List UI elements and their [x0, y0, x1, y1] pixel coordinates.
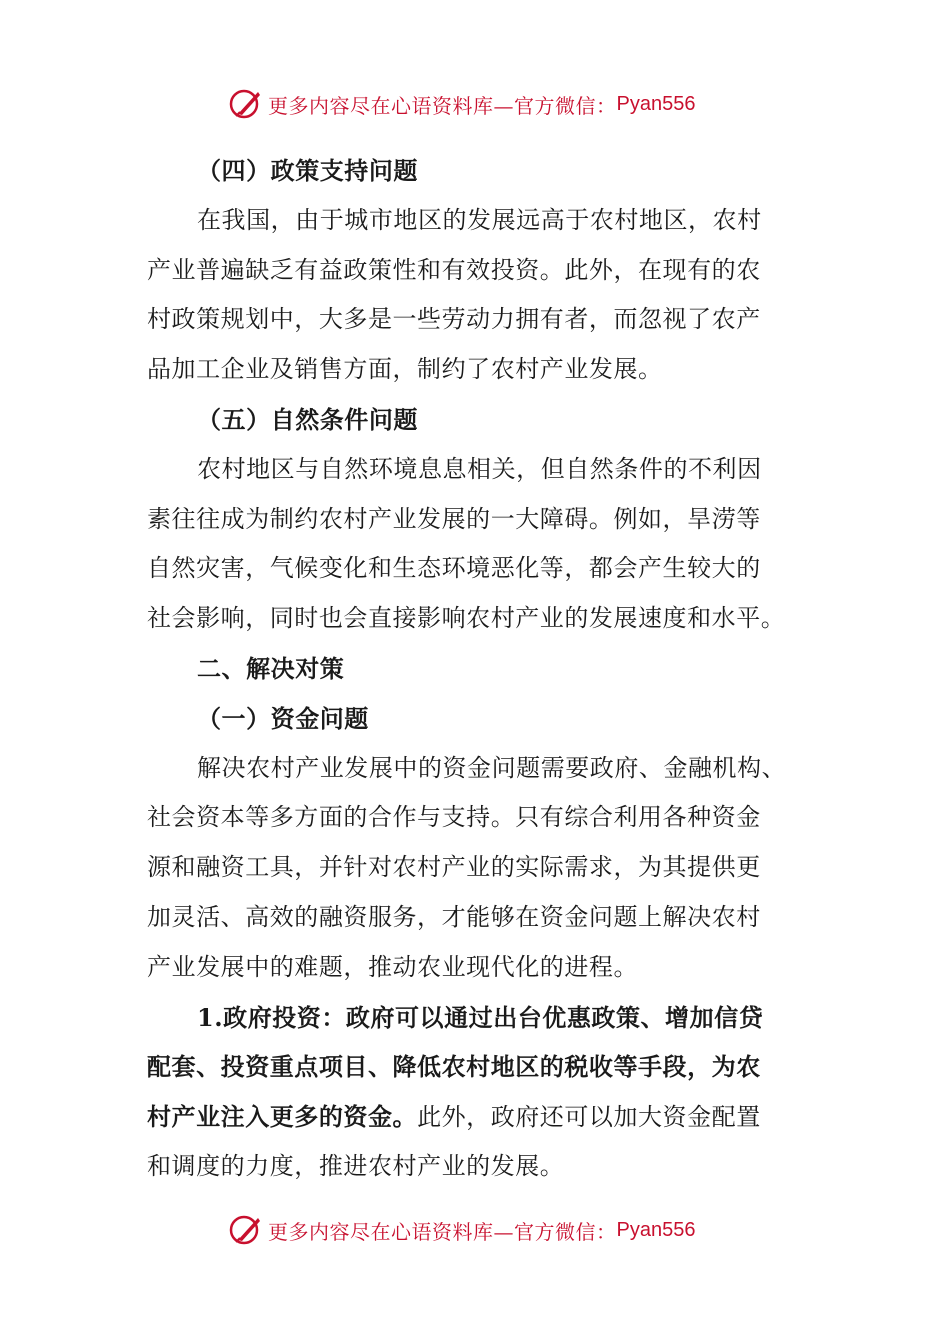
subheading-policy-support: （四）政策支持问题 — [197, 156, 418, 185]
paragraph-line: 村政策规划中，大多是一些劳动力拥有者，而忽视了农产 — [147, 305, 761, 334]
paragraph-line: 素往往成为制约农村产业发展的一大障碍。例如，旱涝等 — [147, 504, 761, 533]
paragraph-line: 自然灾害，气候变化和生态环境恶化等，都会产生较大的 — [147, 554, 761, 583]
banner-wechat-handle: Pyan556 — [616, 92, 696, 115]
paragraph-line-mixed — [147, 1092, 803, 1142]
footer-banner — [228, 1210, 748, 1250]
banner-wechat-handle: Pyan556 — [616, 1218, 696, 1241]
paragraph-line: 产业发展中的难题，推动农业现代化的进程。 — [147, 952, 638, 981]
paragraph-line: 加灵活、高效的融资服务，才能够在资金问题上解决农村 — [147, 902, 761, 931]
paragraph-line: 源和融资工具，并针对农村产业的实际需求，为其提供更 — [147, 853, 761, 882]
bold-segment: 村产业注入更多的资金。 — [147, 1102, 418, 1132]
paragraph-line-bold: 1.政府投资：政府可以通过出台优惠政策、增加信贷 — [197, 1002, 764, 1032]
banner-text: 更多内容尽在心语资料库—官方微信： — [268, 93, 617, 118]
paragraph-line: 社会资本等多方面的合作与支持。只有综合利用各种资金 — [147, 803, 761, 832]
banner-text: 更多内容尽在心语资料库—官方微信： — [268, 1219, 617, 1244]
paragraph-line: 在我国，由于城市地区的发展远高于农村地区，农村 — [197, 205, 762, 234]
paragraph-line: 和调度的力度，推进农村产业的发展。 — [147, 1151, 565, 1180]
paragraph-line-bold: 配套、投资重点项目、降低农村地区的税收等手段，为农 — [147, 1052, 761, 1082]
paragraph-line: 农村地区与自然环境息息相关，但自然条件的不利因 — [197, 454, 762, 483]
paragraph-line: 产业普遍缺乏有益政策性和有效投资。此外，在现有的农 — [147, 255, 761, 284]
subheading-funding: （一）资金问题 — [197, 703, 369, 733]
paragraph-line: 社会影响，同时也会直接影响农村产业的发展速度和水平。 — [147, 604, 786, 633]
quill-logo-icon — [228, 86, 264, 122]
paragraph-line: 解决农村产业发展中的资金问题需要政府、金融机构、 — [197, 753, 787, 782]
quill-logo-icon — [228, 1212, 264, 1248]
paragraph-line: 品加工企业及销售方面，制约了农村产业发展。 — [147, 355, 663, 384]
regular-segment: 此外，政府还可以加大资金配置 — [417, 1103, 761, 1132]
document-body — [147, 146, 803, 1192]
header-banner — [228, 84, 748, 124]
subheading-natural-conditions: （五）自然条件问题 — [197, 404, 418, 434]
section-heading-solutions: 二、解决对策 — [197, 653, 345, 683]
